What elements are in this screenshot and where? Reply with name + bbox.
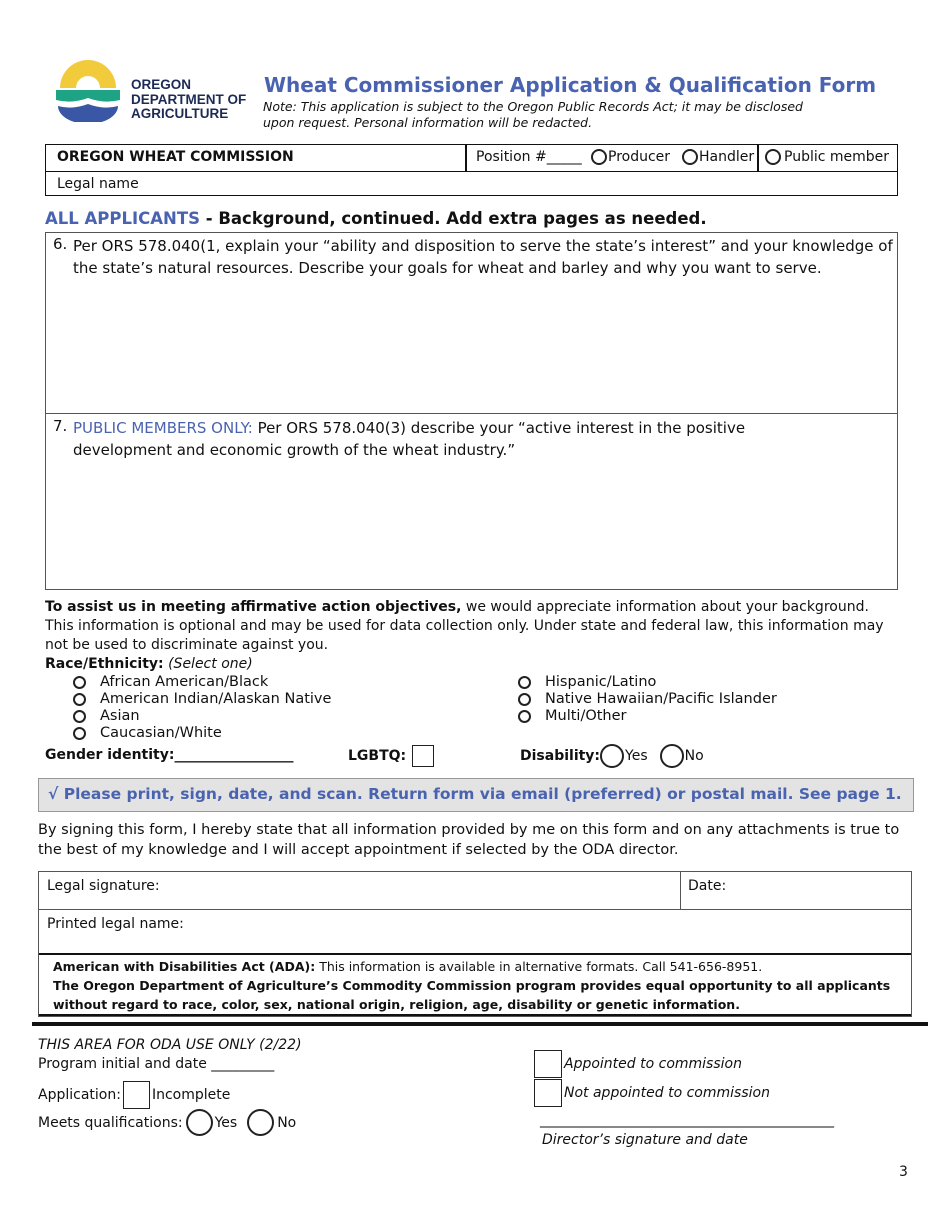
question-6-answer[interactable] — [73, 283, 893, 408]
race-option[interactable] — [73, 708, 331, 725]
lgbtq-label: LGBTQ: — [348, 748, 407, 764]
handler-label: Handler — [699, 149, 755, 165]
printed-name-field[interactable]: Printed legal name: — [47, 916, 184, 932]
meets-no-label: No — [277, 1114, 297, 1131]
divider — [32, 1022, 928, 1026]
race-radio[interactable] — [73, 710, 86, 723]
question-6-text: Per ORS 578.040(1, explain your “ability and disposition to serve the state’s interest” and your knowledge of the state’s natural resources. Describe your goals for wheat and barley and why you want to serve. — [73, 237, 893, 277]
signature-table — [38, 871, 912, 1017]
questions-box — [45, 232, 898, 590]
race-radio[interactable] — [73, 727, 86, 740]
question-7-body: Per ORS 578.040(3) describe your “active interest in the positive development and economic growth of the wheat industry.” — [73, 419, 746, 459]
race-radio[interactable] — [73, 676, 86, 689]
position-number[interactable]: Position #_____ — [476, 149, 582, 165]
section-heading-colored: ALL APPLICANTS — [45, 209, 200, 228]
appointed-checkbox[interactable] — [534, 1050, 562, 1078]
race-option[interactable] — [518, 708, 777, 725]
race-option[interactable] — [73, 725, 331, 742]
legal-name-field[interactable]: Legal name — [57, 176, 139, 192]
not-appointed-checkbox[interactable] — [534, 1079, 562, 1107]
section-heading-rest: - Background, continued. Add extra pages as needed. — [199, 209, 707, 228]
question-7-answer[interactable] — [73, 465, 893, 585]
race-radio[interactable] — [518, 676, 531, 689]
public-member-label: Public member — [784, 149, 890, 165]
question-7-prefix: PUBLIC MEMBERS ONLY: — [73, 419, 253, 437]
option-handler[interactable] — [682, 149, 754, 165]
producer-label: Producer — [608, 149, 671, 165]
director-signature-label: Director’s signature and date — [542, 1132, 748, 1148]
race-radio[interactable] — [518, 710, 531, 723]
option-producer[interactable] — [591, 149, 670, 165]
disability-label: Disability: — [520, 748, 601, 764]
incomplete-label: Incomplete — [151, 1087, 231, 1103]
application-label: Application: — [38, 1087, 121, 1103]
meets-qualifications-field — [38, 1109, 296, 1136]
race-right-column — [518, 674, 777, 725]
instructions-banner-text: √ Please print, sign, date, and scan. Return form via email (preferred) or postal mail. See page 1. — [48, 785, 902, 803]
race-radio[interactable] — [518, 693, 531, 706]
meets-no-radio[interactable] — [247, 1109, 274, 1136]
equal-opportunity-text: The Oregon Department of Agriculture’s Commodity Commission program provides equal opportunity to all applicants without regard to race, color, sex, national origin, religion, age, disability or genetic information. — [53, 978, 891, 1012]
program-initial-field[interactable]: Program initial and date _________ — [38, 1056, 275, 1072]
question-7-text — [73, 417, 793, 461]
gender-identity-field[interactable]: Gender identity:_________________ — [45, 747, 294, 763]
appointed-label: Appointed to commission — [564, 1056, 742, 1072]
oda-use-title: THIS AREA FOR ODA USE ONLY (2/22) — [38, 1037, 302, 1053]
race-option[interactable] — [518, 674, 777, 691]
race-radio[interactable] — [73, 693, 86, 706]
race-label: Race/Ethnicity: — [45, 656, 164, 672]
logo-text-2: DEPARTMENT OF — [131, 91, 247, 107]
question-6-number: 6. — [53, 235, 68, 253]
logo-text-3: AGRICULTURE — [131, 106, 229, 121]
meets-label: Meets qualifications: — [38, 1114, 183, 1131]
race-option[interactable] — [73, 674, 331, 691]
race-left-column — [73, 674, 331, 742]
meets-yes-radio[interactable] — [186, 1109, 213, 1136]
lgbtq-field — [348, 745, 434, 767]
oda-logo — [56, 60, 256, 122]
ada-bold: American with Disabilities Act (ADA): — [53, 959, 316, 974]
option-public-member[interactable] — [765, 149, 889, 165]
disability-no-radio[interactable] — [660, 744, 684, 768]
application-field — [38, 1081, 230, 1109]
certification-statement: By signing this form, I hereby state that all information provided by me on this form and on any attachments is true to the best of my knowledge and I will accept appointment if selected by the ODA director. — [38, 822, 900, 858]
race-option-label: Native Hawaiian/Pacific Islander — [545, 691, 777, 707]
disability-no-label: No — [684, 748, 704, 764]
oda-logo-mark — [56, 60, 120, 122]
public-records-note: Note: This application is subject to the Oregon Public Records Act; it may be disclosed upon request. Personal information will be redacted. — [263, 99, 803, 130]
race-ethnicity-label — [45, 656, 253, 672]
not-appointed-field — [534, 1079, 770, 1107]
page-number: 3 — [899, 1164, 908, 1180]
not-appointed-label: Not appointed to commission — [564, 1085, 770, 1101]
handler-radio[interactable] — [682, 149, 698, 165]
commission-name: OREGON WHEAT COMMISSION — [57, 149, 294, 165]
race-option-label: Hispanic/Latino — [545, 674, 657, 690]
date-field[interactable]: Date: — [688, 878, 727, 894]
affirmative-bold: To assist us in meeting affirmative action objectives, — [45, 599, 462, 615]
race-option-label: Caucasian/White — [100, 725, 222, 741]
race-option[interactable] — [518, 691, 777, 708]
director-signature-line[interactable]: __________________________________________ — [540, 1112, 834, 1128]
disability-yes-label: Yes — [625, 748, 648, 764]
section-heading — [45, 209, 707, 228]
incomplete-checkbox[interactable] — [123, 1081, 150, 1109]
ada-box — [39, 953, 911, 1016]
disability-field — [520, 744, 704, 768]
ada-text: This information is available in alternative formats. Call 541-656-8951. — [315, 959, 763, 974]
race-hint: (Select one) — [168, 656, 253, 672]
commission-table — [45, 144, 898, 196]
public-member-radio[interactable] — [765, 149, 781, 165]
affirmative-action-text — [45, 598, 897, 655]
appointed-field — [534, 1050, 742, 1078]
race-option-label: Multi/Other — [545, 708, 627, 724]
lgbtq-checkbox[interactable] — [412, 745, 434, 767]
question-7-number: 7. — [53, 417, 68, 435]
producer-radio[interactable] — [591, 149, 607, 165]
page-title: Wheat Commissioner Application & Qualification Form — [264, 73, 877, 97]
race-option-label: Asian — [100, 708, 140, 724]
race-option-label: African American/Black — [100, 674, 269, 690]
logo-text-1: OREGON — [131, 77, 192, 92]
instructions-banner — [38, 778, 914, 812]
affirmative-body: we would appreciate information about your background. This information is optional and may be used for data collection only. Under state and federal law, this information may not be used to discriminate against you. — [45, 599, 884, 653]
race-option-label: American Indian/Alaskan Native — [100, 691, 332, 707]
disability-yes-radio[interactable] — [600, 744, 624, 768]
legal-signature-field[interactable]: Legal signature: — [47, 878, 160, 894]
race-option[interactable] — [73, 691, 331, 708]
meets-yes-label: Yes — [214, 1114, 238, 1131]
